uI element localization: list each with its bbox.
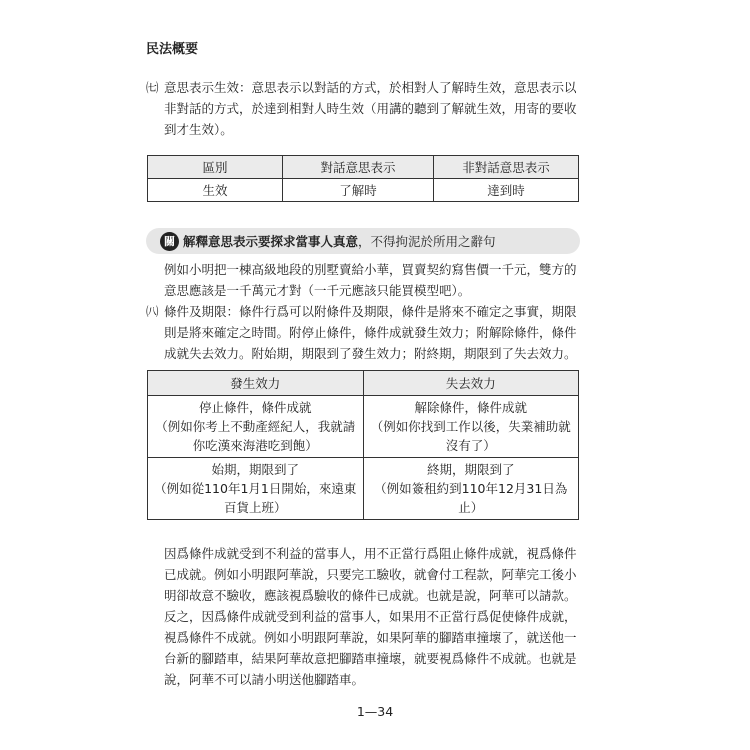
- table-header-row: [148, 156, 579, 179]
- header-cell: 非對話意思表示: [434, 156, 579, 179]
- table-cell: 達到時: [434, 179, 579, 202]
- key-point-title: 解釋意思表示要探求當事人真意: [183, 234, 359, 249]
- cell-line: （例如從110年1月1日開始，來遠東: [154, 481, 357, 496]
- header-cell: 對話意思表示: [283, 156, 434, 179]
- cell-line: 止）: [458, 500, 484, 515]
- table-row: [148, 179, 579, 202]
- paragraph-7: [146, 77, 586, 140]
- paragraph-line: [146, 301, 586, 322]
- paragraph-line: [146, 77, 586, 98]
- key-point-icon: 關: [160, 232, 179, 251]
- cell-line: （例如你找到工作以後，失業補助就: [370, 419, 571, 434]
- table-cell: 了解時: [283, 179, 434, 202]
- line-text: 條件及期限：條件行爲可以附條件及期限，條件是將來不確定之事實，期限: [164, 304, 577, 319]
- table-row: [148, 458, 579, 520]
- header-cell: 失去效力: [363, 371, 579, 396]
- table-cell: [363, 458, 579, 520]
- cell-line: 你吃漢來海港吃到飽）: [192, 438, 318, 453]
- paragraph-line: 反之，因爲條件成就受到利益的當事人，如果用不正當行爲促使條件成就，: [164, 609, 577, 624]
- table-row: [148, 396, 579, 458]
- table-cell: [148, 458, 364, 520]
- paragraph-line: 例如小明把一棟高級地段的別墅賣給小華，買賣契約寫售價一千元，雙方的: [164, 262, 577, 277]
- header-cell: 發生效力: [148, 371, 364, 396]
- body-paragraph: [146, 543, 586, 690]
- table-cell: [363, 396, 579, 458]
- paragraph-line: 則是將來確定之時間。附停止條件，條件成就發生效力；附解除條件，條件: [164, 325, 577, 340]
- cell-line: 終期，期限到了: [426, 462, 515, 477]
- example-paragraph: [146, 259, 586, 301]
- cell-line: （例如簽租約到110年12月31日為: [374, 481, 568, 496]
- key-point-banner: [146, 228, 580, 254]
- cell-line: （例如你考上不動產經紀人，我就請: [155, 419, 356, 434]
- paragraph-line: 意思應該是一千萬元才對（一千元應該只能買模型吧）。: [164, 283, 471, 298]
- cell-line: 沒有了）: [445, 438, 496, 453]
- running-header: 民法概要: [146, 42, 199, 57]
- paragraph-line: 視爲條件不成就。例如小明跟阿華說，如果阿華的腳踏車撞壞了，就送他一: [164, 630, 577, 645]
- paragraph-line: 因爲條件成就受到不利益的當事人，用不正當行爲阻止條件成就，視爲條件: [164, 546, 577, 561]
- paragraph-line: 明卻故意不驗收，應該視爲驗收的條件已成就。也就是說，阿華可以請款。: [164, 588, 577, 603]
- paragraph-line: 說，阿華不可以請小明送他腳踏車。: [164, 672, 365, 687]
- cell-line: 始期，期限到了: [211, 462, 299, 477]
- table-cell: [148, 396, 364, 458]
- cell-line: 百貨上班）: [223, 500, 287, 515]
- table-header-row: [148, 371, 579, 396]
- cell-line: 停止條件，條件成就: [198, 400, 312, 415]
- key-point-text: ，不得拘泥於所用之辭句: [358, 234, 496, 249]
- paragraph-line: 已成就。例如小明跟阿華說，只要完工驗收，就會付工程款，阿華完工後小: [164, 567, 577, 582]
- header-cell: 區別: [148, 156, 283, 179]
- paragraph-line: 成就失去效力。附始期，期限到了發生效力；附終期，期限到了失去效力。: [164, 346, 577, 361]
- item-number: ㈦: [146, 80, 159, 95]
- item-number: ㈧: [146, 304, 159, 319]
- cell-line: 解除條件，條件成就: [414, 400, 527, 415]
- paragraph-8: [146, 301, 586, 364]
- paragraph-line: 非對話的方式，於達到相對人時生效（用講的聽到了解就生效，用寄的要收: [164, 101, 577, 116]
- line-text: 意思表示生效：意思表示以對話的方式，於相對人了解時生效，意思表示以: [164, 80, 577, 95]
- page-number: 1—34: [356, 704, 394, 719]
- paragraph-line: 台新的腳踏車，結果阿華故意把腳踏車撞壞，就要視爲條件不成就。也就是: [164, 651, 577, 666]
- paragraph-line: 到才生效）。: [164, 122, 233, 137]
- table-cell: 生效: [148, 179, 283, 202]
- condition-term-table: [147, 370, 579, 520]
- effect-comparison-table: [147, 155, 579, 202]
